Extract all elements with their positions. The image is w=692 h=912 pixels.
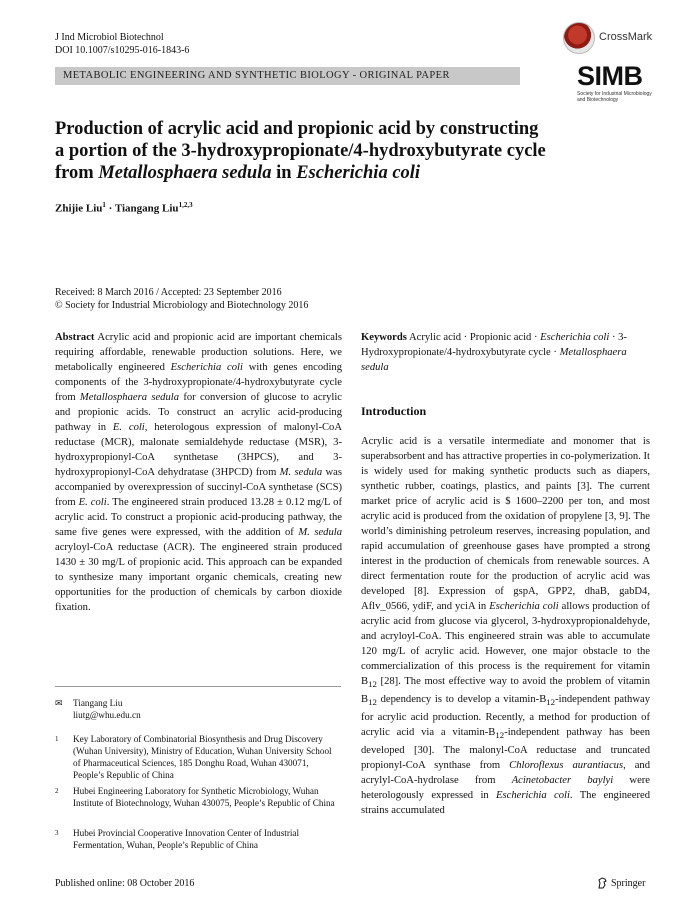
section-banner <box>55 67 520 85</box>
author-name[interactable]: Zhijie Liu <box>55 202 103 215</box>
affiliation-3: 3 Hubei Provincial Cooperative Innovation Center of Industrial Fermentation, Wuhan, People’s Republic of China <box>55 828 300 850</box>
simb-logo-text: SIMB <box>577 61 643 91</box>
abstract-label: Abstract <box>55 332 95 343</box>
email-link[interactable]: liutg@whu.edu.cn <box>73 710 141 720</box>
paper-title: Production of acrylic acid and propionic acid by constructing a portion of the 3-hydroxypropionate/4-hydroxybutyrate cycle from Metallosphaera sedula in Escherichia coli <box>55 119 546 183</box>
keywords: Keywords Acrylic acid · Propionic acid · Escherichia coli · 3-Hydroxypropionate/4-hydroxybutyrate cycle · Metallosphaera sedula <box>361 332 627 373</box>
springer-logo: Springer <box>597 877 645 889</box>
doi[interactable]: DOI 10.1007/s10295-016-1843-6 <box>55 45 190 56</box>
crossmark-label: CrossMark <box>599 31 653 43</box>
section-heading-introduction: Introduction <box>361 404 427 418</box>
section-banner-text: METABOLIC ENGINEERING AND SYNTHETIC BIOLOGY - ORIGINAL PAPER <box>63 70 450 81</box>
footnote-divider <box>55 686 341 687</box>
affiliation-1: 1 Key Laboratory of Combinatorial Biosynthesis and Drug Discovery (Wuhan University), Ministry of Education, Wuhan University School of Pharmaceutical Sciences, 185 Donghu Road, Wuhan 430071, People’s Republic of China <box>55 734 332 780</box>
published-date: Published online: 08 October 2016 <box>55 878 195 889</box>
affiliation-2: 2 Hubei Engineering Laboratory for Synthetic Microbiology, Wuhan Institute of Biotechnology, Wuhan 430075, People’s Republic of China <box>55 786 335 808</box>
simb-logo <box>577 63 657 103</box>
author-list: Zhijie Liu$^1$ · Tiangang Liu$^{1,2,3}$ <box>55 201 193 215</box>
crossmark-icon <box>563 22 595 54</box>
crossmark-badge[interactable] <box>563 22 663 54</box>
journal-name: J Ind Microbiol Biotechnol <box>55 32 164 43</box>
introduction-body: Acrylic acid is a versatile intermediate and monomer that is superabsorbent and has attractive properties in co-polymerization. It is widely used for making synthetic products such as diapers, synthetic rubber, coatings, plastics, and paints [3]. The current market price of acrylic acid is $ 1600–2200 per ton, and most acrylic acid is produced from the oxidation of propylene [3, 9]. The world’s diminishing petroleum reserves, increasing population, and rapid accumulation of greenhouse gases have prompted a strong interest in the production of chemicals from renewable sources. A direct fermentation route for the production of acrylic acid was developed [8]. Expression of gspA, GPP2, dhaB, gabD4, Aflv_0566, ydiF, and yciA in Escherichia coli allows production of acrylic acid from glucose via glycerol, 3-hydroxypropionaldehyde, and acryloyl-CoA. This engineered strain was able to accumulate 120 mg/L of acrylic acid. However, one major obstacle to the commercialization of this process is the requirement for vitamin $B_{12}$ [28]. The most effective way to avoid the problem of vitamin $B_{12}$ dependency is to develop a vitamin-$B_{12}$-independent pathway for acrylic acid production. Recently, a method for production of acrylic acid via a vitamin-$B_{12}$-independent pathway has been developed [30]. The malonyl-CoA reductase and truncated propionyl-CoA synthase from Chloroflexus aurantiacus, and acrylyl-CoA-hydrolase from Acinetobacter baylyi were heterologously expressed in Escherichia coli. The engineered strains accumulated <box>361 436 650 817</box>
corresponding-author: ✉ Tiangang Liu liutg@whu.edu.cn <box>55 697 335 721</box>
simb-logo-subtitle: Society for Industrial Microbiology and Biotechnology <box>577 91 652 103</box>
keywords-label: Keywords <box>361 332 407 343</box>
author-name[interactable]: Tiangang Liu <box>114 202 179 215</box>
envelope-icon: ✉ <box>55 698 63 708</box>
publication-dates: Received: 8 March 2016 / Accepted: 23 September 2016 © Society for Industrial Microbiology and Biotechnology 2016 <box>55 287 309 311</box>
abstract: Abstract Acrylic acid and propionic acid are important chemicals requiring affordable, renewable production solutions. Here, we metabolically engineered Escherichia coli with genes encoding components of the 3-hydroxypropionate/4-hydroxybutyrate cycle from Metallosphaera sedula for conversion of glucose to acrylic and propionic acids. To construct an acrylic acid-producing pathway in E. coli, heterologous expression of malonyl-CoA reductase (MCR), malonate semialdehyde reductase (MSR), 3-hydroxypropionyl-CoA synthetase (3HPCS), and 3-hydroxypropionyl-CoA dehydratase (3HPCD) from M. sedula was accompanied by overexpression of succinyl-CoA synthetase (SCS) from E. coli. The engineered strain produced 13.28 ± 0.12 mg/L of acrylic acid. To construct a propionic acid-producing pathway, the same five genes were expressed, with the addition of M. sedula acryloyl-CoA reductase (ACR). The engineered strain produced 1430 ± 30 mg/L of propionic acid. This approach can be expanded to synthesize many important organic chemicals, creating new opportunities for the production of chemicals by carbon dioxide fixation. <box>55 332 343 613</box>
springer-horse-icon <box>597 877 608 889</box>
